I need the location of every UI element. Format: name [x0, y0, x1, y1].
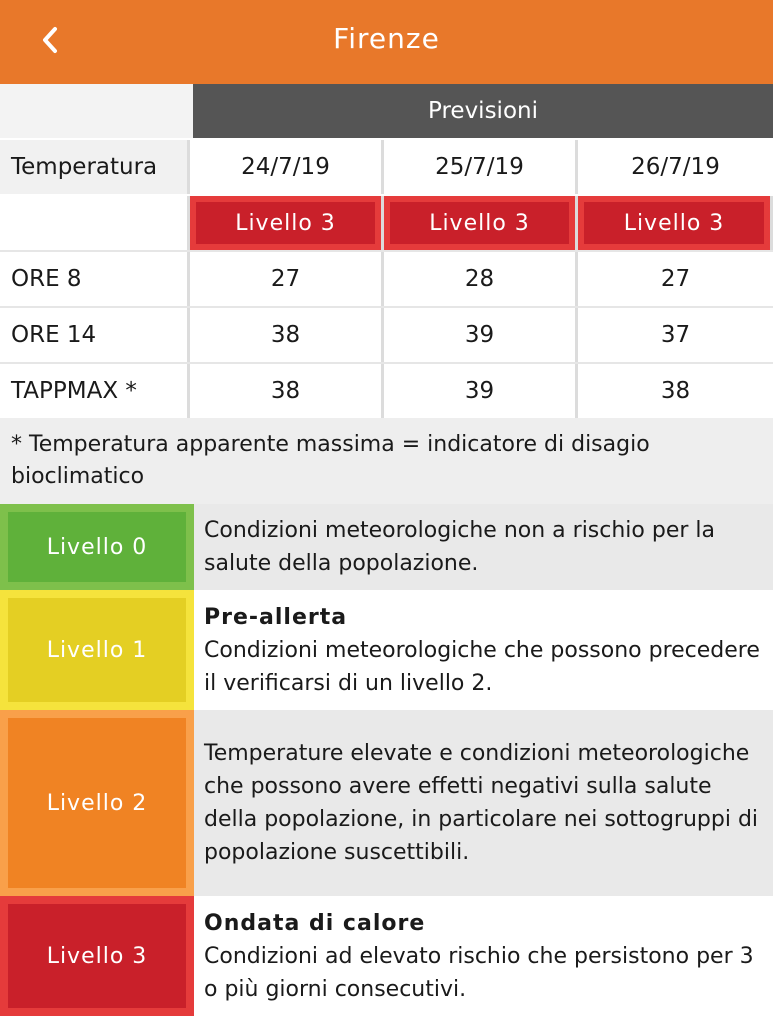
legend-description [194, 590, 773, 710]
level-cell [384, 196, 578, 250]
legend-text: Condizioni ad elevato rischio che persistono per 3 o più giorni consecutivi. [204, 943, 754, 1002]
level-badge: Livello 3 [196, 202, 375, 244]
legend-description [194, 710, 773, 896]
forecast-banner: Previsioni [193, 84, 773, 138]
level-badge: Livello 3 [390, 202, 569, 244]
legend-item-level-0 [0, 504, 773, 590]
legend-description [194, 504, 773, 590]
forecast-banner-row [0, 84, 773, 138]
legend-item-level-3 [0, 896, 773, 1016]
banner-spacer [0, 84, 193, 138]
level-row-label [0, 196, 190, 250]
legend-badge-label: Livello 3 [8, 904, 186, 1008]
day-header: 24/7/19 [190, 140, 384, 194]
temperature-label: Temperatura [0, 140, 190, 194]
row-label: ORE 14 [0, 308, 190, 362]
day-header: 25/7/19 [384, 140, 578, 194]
value-cell: 38 [190, 308, 384, 362]
legend-description [194, 896, 773, 1016]
table-row [0, 362, 773, 418]
value-cell: 37 [578, 308, 773, 362]
legend-badge [0, 590, 194, 710]
legend-title: Ondata di calore [204, 910, 426, 936]
page-title: Firenze [333, 22, 440, 55]
value-cell: 38 [578, 364, 773, 418]
legend-title: Pre-allerta [204, 604, 348, 630]
value-cell: 27 [578, 252, 773, 306]
legend-text: Condizioni meteorologiche non a rischio per la salute della popolazione. [204, 518, 716, 576]
legend-badge-label: Livello 2 [8, 718, 186, 888]
legend-badge [0, 710, 194, 896]
row-label: TAPPMAX * [0, 364, 190, 418]
legend-badge [0, 504, 194, 590]
legend-badge-label: Livello 1 [8, 598, 186, 702]
legend-text: Temperature elevate e condizioni meteorologiche che possono avere effetti negativi sulla salute della popolazione, in particolare nei sottogruppi di popolazione suscettibili. [204, 741, 759, 865]
table-row [0, 306, 773, 362]
value-cell: 27 [190, 252, 384, 306]
table-row [0, 250, 773, 306]
legend-item-level-2 [0, 710, 773, 896]
footnote: * Temperatura apparente massima = indicatore di disagio bioclimatico [0, 418, 773, 504]
app-header [0, 0, 773, 84]
legend-text: Condizioni meteorologiche che possono precedere il verificarsi di un livello 2. [204, 637, 760, 696]
legend-badge-label: Livello 0 [8, 512, 186, 582]
legend-badge [0, 896, 194, 1016]
level-cell [578, 196, 773, 250]
date-header-row [0, 140, 773, 194]
value-cell: 39 [384, 308, 578, 362]
value-cell: 28 [384, 252, 578, 306]
level-cell [190, 196, 384, 250]
level-badge: Livello 3 [584, 202, 764, 244]
value-cell: 38 [190, 364, 384, 418]
level-row [0, 196, 773, 250]
value-cell: 39 [384, 364, 578, 418]
day-header: 26/7/19 [578, 140, 773, 194]
legend-item-level-1 [0, 590, 773, 710]
row-label: ORE 8 [0, 252, 190, 306]
